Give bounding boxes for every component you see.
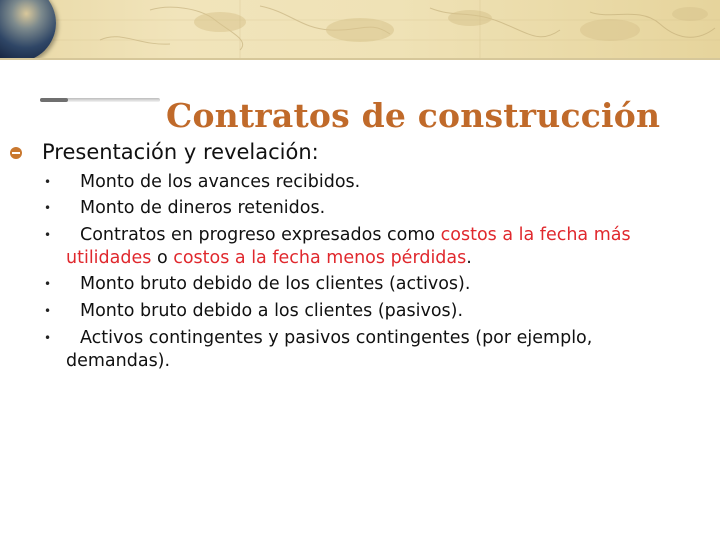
highlight-text: utilidades xyxy=(66,248,152,268)
bullet-dot: • xyxy=(44,331,52,345)
circle-bullet-icon xyxy=(9,146,23,160)
list-item-text xyxy=(80,224,631,247)
bullet-dot: • xyxy=(44,304,52,318)
list-item-text-plain: . xyxy=(466,248,472,268)
list-item-text-plain: o xyxy=(151,248,174,268)
list-item-text-continued xyxy=(66,247,472,270)
list-item-text: Monto bruto debido de los clientes (activos). xyxy=(80,274,471,294)
list-item-text: Monto bruto debido a los clientes (pasivos). xyxy=(80,301,464,321)
list-item-text: Activos contingentes y pasivos contingentes (por ejemplo, xyxy=(80,328,593,348)
bullet-dot: • xyxy=(44,175,52,189)
list-item-text: Monto de dineros retenidos. xyxy=(80,198,326,218)
header-banner xyxy=(0,0,720,58)
level1-heading: Presentación y revelación: xyxy=(42,140,319,164)
list-item-text: Monto de los avances recibidos. xyxy=(80,172,361,192)
world-map-icon xyxy=(0,0,720,58)
bullet-dot: • xyxy=(44,228,52,242)
bullet-dot: • xyxy=(44,277,52,291)
bullet-dot: • xyxy=(44,201,52,215)
highlight-text: costos a la fecha menos pérdidas xyxy=(173,248,467,268)
list-item-text-plain: Contratos en progreso expresados como xyxy=(80,225,441,245)
list-item-text-continued: demandas). xyxy=(66,351,171,371)
highlight-text: costos a la fecha más xyxy=(440,225,631,245)
banner-divider xyxy=(0,58,720,60)
title-accent-line xyxy=(40,98,160,102)
slide-title: Contratos de construcción xyxy=(166,96,661,135)
